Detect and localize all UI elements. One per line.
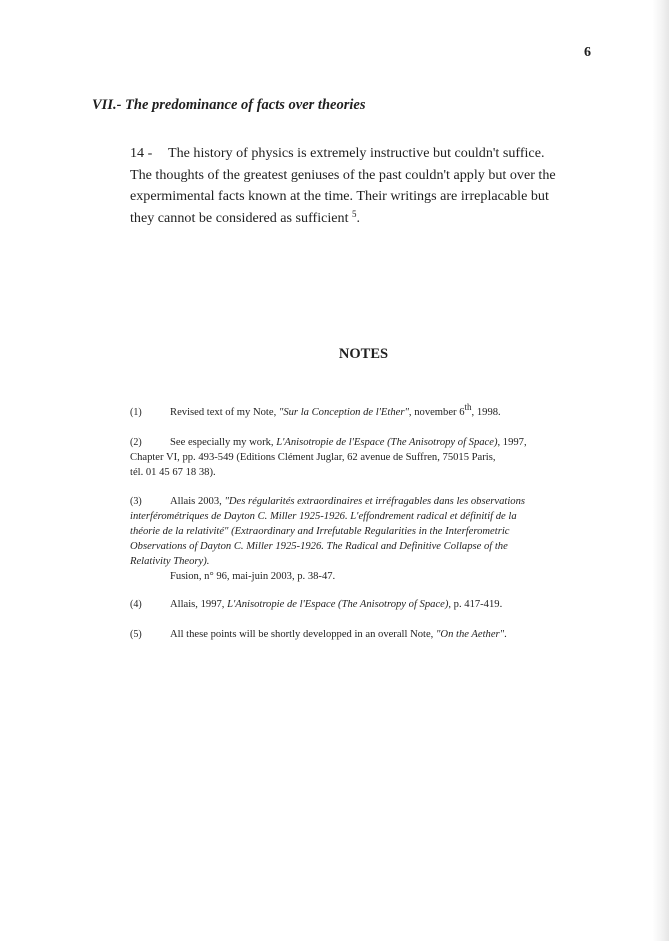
note-text: , 1997, <box>497 437 527 448</box>
note-marker: (5) <box>130 629 142 640</box>
note-line: Fusion, n° 96, mai-juin 2003, p. 38-47. <box>170 571 336 582</box>
paragraph-line: The thoughts of the greatest geniuses of the past couldn't apply but over the <box>130 166 556 183</box>
note-title: L'Anisotropie de l'Espace (The Anisotropy of Space) <box>276 437 498 448</box>
paragraph-line-1-text: The history of physics is extremely instructive but couldn't suffice. <box>168 145 545 161</box>
paragraph-14 <box>130 143 604 229</box>
note-marker: (1) <box>130 407 142 418</box>
note-line: interférométriques de Dayton C. Miller 1925-1926. L'effondrement radical et définitif de la <box>130 511 517 522</box>
note-line: Chapter VI, pp. 493-549 (Editions Clément Juglar, 62 avenue de Suffren, 75015 Paris, <box>130 452 496 463</box>
note-title: "Des régularités extraordinaires et irréfragables dans les observations <box>224 496 526 507</box>
note-marker: (2) <box>130 437 142 448</box>
paragraph-number: 14 - <box>130 145 153 161</box>
note-text: All these points will be shortly developped in an overall Note, <box>170 629 436 640</box>
note-3 <box>130 494 602 584</box>
section-heading: VII.- The predominance of facts over theories <box>92 97 366 113</box>
note-text: Allais, 1997, <box>170 599 228 610</box>
paragraph-line <box>130 208 604 230</box>
note-line <box>130 597 602 612</box>
footnote-ref: 5 <box>352 208 357 219</box>
note-line: tél. 01 45 67 18 38). <box>130 467 216 478</box>
notes-title: NOTES <box>338 346 389 362</box>
note-line <box>130 435 602 450</box>
note-1 <box>130 402 602 420</box>
note-text: . <box>504 629 507 640</box>
note-title: "On the Aether" <box>435 629 505 640</box>
note-line <box>130 627 602 642</box>
note-sup: th <box>464 402 472 412</box>
paragraph-line-4-text: they cannot be considered as sufficient <box>130 209 349 226</box>
note-text: , p. 417-419. <box>448 599 503 610</box>
paragraph-line: expermimental facts known at the time. Their writings are irreplacable but <box>130 188 549 204</box>
note-text: Revised text of my Note, <box>170 407 279 418</box>
page-number: 6 <box>584 45 591 60</box>
note-line <box>130 402 602 420</box>
note-line <box>130 494 602 509</box>
note-5 <box>130 627 602 642</box>
note-line: théorie de la relativité" (Extraordinary and Irrefutable Regularities in the Interferometric <box>130 526 510 537</box>
note-title: "Sur la Conception de l'Ether" <box>278 407 409 418</box>
paragraph-end: . <box>356 209 361 226</box>
note-text: See especially my work, <box>170 437 277 448</box>
note-marker: (4) <box>130 599 142 610</box>
paragraph-line <box>130 143 604 165</box>
note-marker: (3) <box>130 496 142 507</box>
note-line: Observations of Dayton C. Miller 1925-1926. The Radical and Definitive Collapse of the <box>130 541 508 552</box>
note-text: Allais 2003, <box>170 496 225 507</box>
note-title: L'Anisotropie de l'Espace (The Anisotropy of Space) <box>227 599 449 610</box>
note-2 <box>130 435 602 480</box>
note-line: Relativity Theory). <box>130 556 210 567</box>
note-4 <box>130 597 602 612</box>
note-text: , november 6 <box>408 407 465 418</box>
note-text: , 1998. <box>471 407 501 418</box>
